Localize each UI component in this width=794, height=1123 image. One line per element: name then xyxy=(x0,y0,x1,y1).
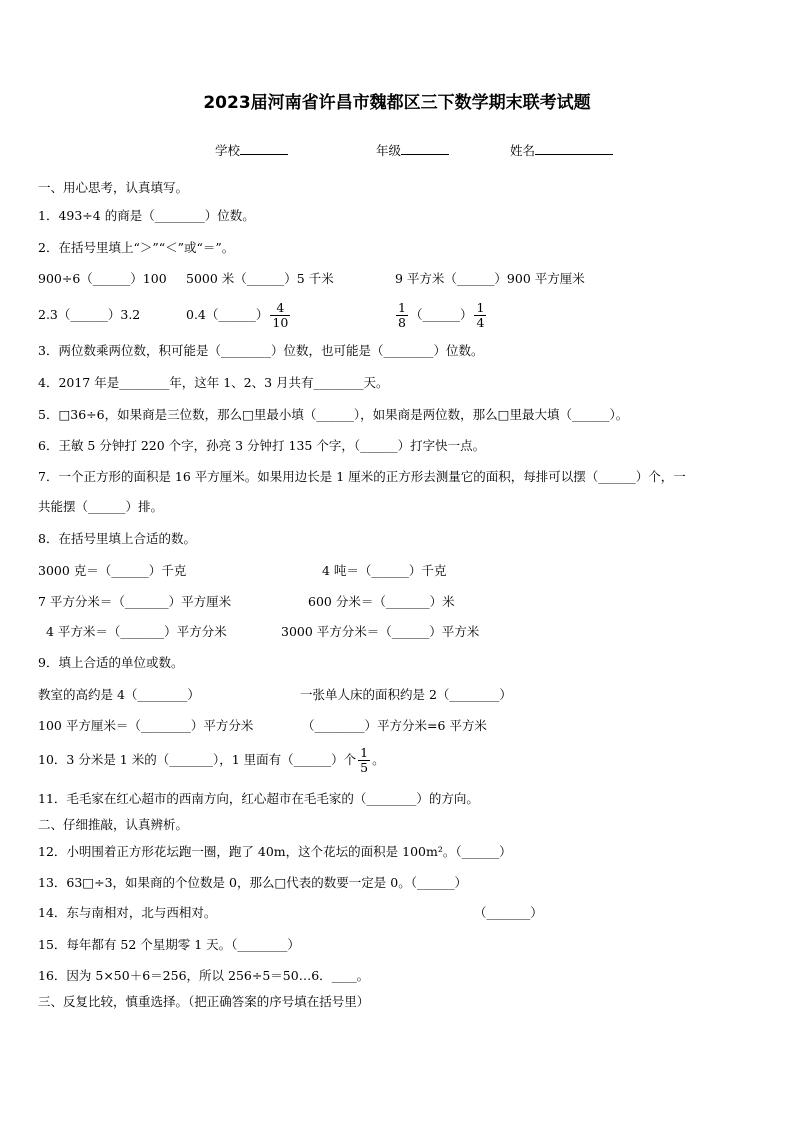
question-2-item-e xyxy=(186,296,292,334)
question-12: 12．小明围着正方形花坛跑一圈，跑了 40m，这个花坛的面积是 100m²。（______） xyxy=(38,844,512,859)
question-1: 1．493÷4 的商是（________）位数。 xyxy=(38,208,255,223)
grade-blank[interactable] xyxy=(401,142,449,155)
question-8-item-b: 4 吨＝（______）千克 xyxy=(322,563,447,578)
question-9-item-b: 一张单人床的面积约是 2（________） xyxy=(300,687,512,702)
school-blank[interactable] xyxy=(240,142,288,155)
question-3: 3．两位数乘两位数，积可能是（________）位数，也可能是（________）位数。 xyxy=(38,343,484,358)
question-2-item-f xyxy=(394,296,488,334)
question-2-item-c: 9 平方米（______）900 平方厘米 xyxy=(395,271,585,286)
question-9-item-c: 100 平方厘米＝（________）平方分米 xyxy=(38,718,254,733)
question-16: 16．因为 5×50＋6＝256，所以 256÷5＝50…6．____。 xyxy=(38,968,370,983)
section-1-heading: 一、用心思考，认真填写。 xyxy=(38,180,189,195)
question-5: 5．□36÷6，如果商是三位数，那么□里最小填（______），如果商是两位数，那么□里最大填（______）。 xyxy=(38,407,629,422)
question-8-item-a: 3000 克＝（______）千克 xyxy=(38,563,187,578)
question-8-item-f: 3000 平方分米＝（______）平方米 xyxy=(281,624,480,639)
question-9: 9．填上合适的单位或数。 xyxy=(38,655,184,670)
section-2-heading: 二、仔细推敲，认真辨析。 xyxy=(38,817,189,832)
question-4: 4．2017 年是________年，这年 1、2、3 月共有________天。 xyxy=(38,375,389,390)
question-8: 8．在括号里填上合适的数。 xyxy=(38,531,196,546)
question-8-item-d: 600 分米＝（_______）米 xyxy=(308,594,455,609)
name-field xyxy=(510,142,613,159)
question-9-item-a: 教室的高约是 4（________） xyxy=(38,687,200,702)
question-9-item-d: （________）平方分米=6 平方米 xyxy=(302,718,487,733)
question-10-end: 。 xyxy=(372,752,385,767)
fraction-1-4: $\frac{1}{4}$ xyxy=(476,300,485,330)
question-2-item-f-blank: （______） xyxy=(409,307,473,322)
fraction-1-8: $\frac{1}{8}$ xyxy=(398,300,406,330)
name-blank[interactable] xyxy=(535,142,613,155)
page-title: 2023届河南省许昌市魏都区三下数学期末联考试题 xyxy=(203,93,591,113)
question-10-text: 10．3 分米是 1 米的（_______），1 里面有（______）个 xyxy=(38,752,357,767)
school-label: 学校 xyxy=(215,143,241,158)
question-7-line-1: 7．一个正方形的面积是 16 平方厘米。如果用边长是 1 厘米的正方形去测量它的面积，每排可以摆（______）个，一 xyxy=(38,469,686,484)
question-8-item-e: 4 平方米＝（_______）平方分米 xyxy=(46,624,227,639)
question-2-item-a: 900÷6（______）100 xyxy=(38,271,167,286)
question-15: 15．每年都有 52 个星期零 1 天。（________） xyxy=(38,937,300,952)
question-2-item-d: 2.3（______）3.2 xyxy=(38,307,141,322)
fraction-4-10: $\frac{4}{10}$ xyxy=(272,300,289,330)
question-7-line-2: 共能摆（______）排。 xyxy=(38,499,164,514)
question-2-item-b: 5000 米（______）5 千米 xyxy=(186,271,334,286)
question-14-answer-blank: （_______） xyxy=(474,905,543,920)
question-2-item-e-text: 0.4（______） xyxy=(186,307,269,322)
school-field xyxy=(215,142,288,159)
question-13: 13．63□÷3，如果商的个位数是 0，那么□代表的数要一定是 0。（______） xyxy=(38,875,467,890)
section-3-heading: 三、反复比较，慎重选择。（把正确答案的序号填在括号里） xyxy=(38,994,370,1009)
grade-field xyxy=(376,142,449,159)
question-6: 6．王敏 5 分钟打 220 个字，孙亮 3 分钟打 135 个字，（______）打字快一点。 xyxy=(38,438,486,453)
question-10 xyxy=(38,741,385,779)
question-8-item-c: 7 平方分米＝（_______）平方厘米 xyxy=(38,594,232,609)
grade-label: 年级 xyxy=(376,143,402,158)
fraction-1-5: $\frac{1}{5}$ xyxy=(360,745,369,775)
question-14: 14．东与南相对，北与西相对。 xyxy=(38,905,217,920)
name-label: 姓名 xyxy=(510,143,536,158)
question-11: 11．毛毛家在红心超市的西南方向，红心超市在毛毛家的（________）的方向。 xyxy=(38,791,479,806)
question-2: 2．在括号里填上“＞”“＜”或“＝”。 xyxy=(38,240,235,255)
